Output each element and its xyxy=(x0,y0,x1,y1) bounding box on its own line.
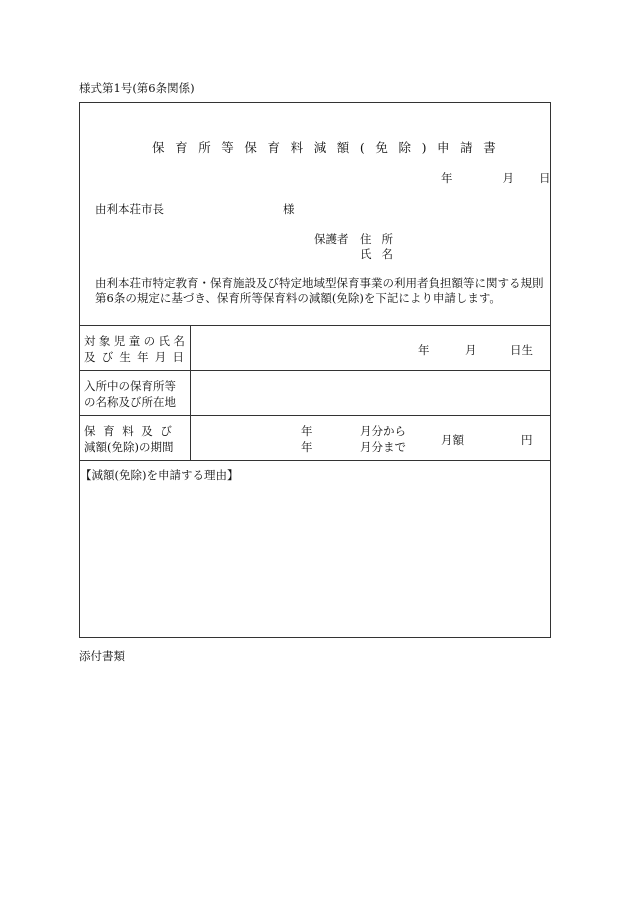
reason-label: 【減額(免除)を申請する理由】 xyxy=(80,468,239,482)
birth-month-label: 月 xyxy=(465,343,477,357)
fee-label: 保育料及び xyxy=(84,424,180,438)
attachments-label: 添付書類 xyxy=(79,649,125,663)
column-divider xyxy=(190,325,191,460)
period-to-year: 年 xyxy=(301,440,313,454)
yen-unit-label: 円 xyxy=(521,433,533,447)
honorific: 様 xyxy=(283,202,295,216)
date-day: 日 xyxy=(539,171,551,185)
guardian-address-label: 住所 xyxy=(360,232,403,246)
monthly-amount-label: 月額 xyxy=(441,433,464,447)
row-divider xyxy=(79,415,551,416)
row-divider xyxy=(79,370,551,371)
form-title: 保育所等保育料減額(免除)申請書 xyxy=(152,140,507,155)
date-month: 月 xyxy=(502,171,514,185)
birth-day-label: 日生 xyxy=(510,343,533,357)
period-from-year: 年 xyxy=(301,424,313,438)
table-top-rule xyxy=(79,325,551,326)
period-from-month: 月分から xyxy=(360,424,406,438)
guardian-label: 保護者 xyxy=(314,232,349,246)
child-name-label: 対象児童の氏名 xyxy=(84,334,189,348)
period-to-month: 月分まで xyxy=(360,440,406,454)
date-year: 年 xyxy=(441,171,453,185)
birth-year-label: 年 xyxy=(418,343,430,357)
row-divider xyxy=(79,460,551,461)
form-number: 様式第1号(第6条関係) xyxy=(79,81,195,95)
date-line xyxy=(441,170,551,186)
child-birthdate-label: 及び生年月日 xyxy=(84,350,191,364)
reduction-period-label: 減額(免除)の期間 xyxy=(84,440,174,454)
facility-address-label: の名称及び所在地 xyxy=(84,395,176,409)
facility-label: 入所中の保育所等 xyxy=(84,379,176,393)
application-body-text: 由利本荘市特定教育・保育施設及び特定地域型保育事業の利用者負担額等に関する規則第6条の規定に基づき、保育所等保育料の減額(免除)を下記により申請します。 xyxy=(95,276,544,305)
addressee: 由利本荘市長 xyxy=(95,202,164,216)
guardian-name-label: 氏名 xyxy=(360,247,403,261)
